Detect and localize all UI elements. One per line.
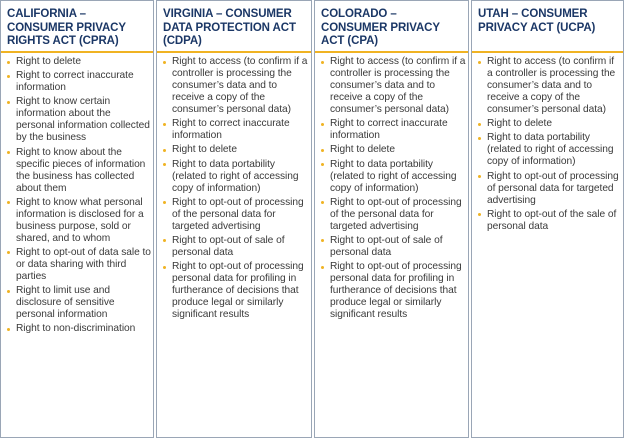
rights-list	[161, 56, 309, 321]
column-california	[0, 0, 154, 438]
list-item-text: Right to delete	[16, 56, 81, 67]
list-item-text: Right to access (to confirm if a controller is processing the consumer’s data and to receive a copy of the consumer’s personal data)	[487, 56, 616, 115]
rights-list	[5, 56, 151, 335]
list-item	[476, 56, 621, 116]
list-item	[161, 197, 309, 233]
list-item-text: Right to access (to confirm if a controller is processing the consumer’s data and to receive a copy of the consumer’s personal data)	[330, 56, 466, 115]
list-item	[319, 56, 466, 116]
bullet-icon	[321, 201, 324, 204]
list-item-text: Right to opt-out of processing of personal data for targeted advertising	[487, 170, 619, 206]
list-item	[5, 285, 151, 321]
list-item-text: Right to delete	[487, 118, 552, 130]
column-utah	[471, 0, 624, 438]
list-item-text: Right to opt-out of processing of the personal data for targeted advertising	[330, 196, 462, 232]
list-item-text: Right to opt-out of processing personal data for profiling in furtherance of decisions that produce legal or similarly significant results	[330, 261, 462, 321]
list-item	[319, 159, 466, 195]
bullet-icon	[478, 61, 481, 64]
bullet-icon	[321, 239, 324, 242]
bullet-icon	[478, 137, 481, 140]
list-item-text: Right to opt-out of sale of personal data	[172, 234, 285, 258]
list-item-text: Right to correct inaccurate information	[172, 118, 290, 142]
list-item-text: Right to opt-out of data sale to or data sharing with third parties	[16, 246, 151, 282]
list-item	[319, 235, 466, 259]
list-item-text: Right to non-discrimination	[16, 323, 136, 335]
column-header	[157, 1, 311, 53]
bullet-icon	[7, 201, 10, 204]
column-header	[315, 1, 468, 53]
column-title: VIRGINIA – CONSUMER DATA PROTECTION ACT (CDPA)	[163, 8, 296, 47]
bullet-icon	[163, 149, 166, 152]
column-title: COLORADO – CONSUMER PRIVACY ACT (CPA)	[321, 8, 440, 47]
column-body	[472, 53, 623, 233]
list-item	[161, 56, 309, 116]
bullet-icon	[7, 101, 10, 104]
column-body	[1, 53, 153, 335]
list-item	[319, 197, 466, 233]
list-item	[476, 209, 621, 233]
list-item-text: Right to know about the specific pieces of information the business has collected about them	[16, 146, 146, 194]
list-item-text: Right to access (to confirm if a controller is processing the consumer’s data and to receive a copy of the consumer’s personal data)	[172, 56, 308, 115]
column-header	[472, 1, 623, 53]
list-item-text: Right to data portability (related to right of accessing copy of information)	[172, 158, 299, 194]
list-item-text: Right to delete	[330, 144, 395, 156]
list-item-text: Right to opt-out of processing of the personal data for targeted advertising	[172, 196, 304, 232]
bullet-icon	[321, 266, 324, 269]
column-title: UTAH – CONSUMER PRIVACY ACT (UCPA)	[478, 8, 596, 34]
list-item-text: Right to data portability (related to right of accessing copy of information)	[487, 132, 614, 168]
list-item	[161, 159, 309, 195]
bullet-icon	[321, 149, 324, 152]
list-item-text: Right to correct inaccurate information	[330, 118, 448, 142]
bullet-icon	[163, 123, 166, 126]
bullet-icon	[163, 201, 166, 204]
bullet-icon	[478, 213, 481, 216]
list-item	[5, 197, 151, 245]
bullet-icon	[478, 175, 481, 178]
bullet-icon	[7, 75, 10, 78]
list-item-text: Right to limit use and disclosure of sensitive personal information	[16, 285, 115, 321]
list-item	[5, 70, 151, 94]
column-virginia	[156, 0, 312, 438]
list-item	[161, 144, 309, 156]
list-item	[161, 118, 309, 142]
list-item-text: Right to correct inaccurate information	[16, 70, 134, 94]
list-item	[5, 247, 151, 283]
list-item	[476, 132, 621, 168]
list-item	[5, 96, 151, 144]
bullet-icon	[478, 123, 481, 126]
bullet-icon	[7, 151, 10, 154]
column-body	[157, 53, 311, 321]
list-item-text: Right to opt-out of processing personal data for profiling in furtherance of decisions that produce legal or similarly significant results	[172, 261, 304, 321]
list-item	[161, 261, 309, 321]
bullet-icon	[321, 61, 324, 64]
column-header	[1, 1, 153, 53]
bullet-icon	[321, 163, 324, 166]
column-colorado	[314, 0, 469, 438]
list-item	[161, 235, 309, 259]
column-title: CALIFORNIA – CONSUMER PRIVACY RIGHTS ACT (CPRA)	[7, 8, 126, 47]
bullet-icon	[163, 239, 166, 242]
list-item-text: Right to opt-out of the sale of personal data	[487, 208, 617, 232]
bullet-icon	[163, 163, 166, 166]
bullet-icon	[7, 61, 10, 64]
list-item	[476, 171, 621, 207]
list-item-text: Right to know what personal information is disclosed for a business purpose, sold or shared, and to whom	[16, 196, 144, 244]
rights-list	[476, 56, 621, 233]
list-item-text: Right to delete	[172, 144, 237, 156]
list-item	[319, 261, 466, 321]
list-item-text: Right to opt-out of sale of personal data	[330, 234, 443, 258]
bullet-icon	[163, 266, 166, 269]
list-item	[5, 56, 151, 68]
list-item	[5, 147, 151, 195]
list-item	[319, 118, 466, 142]
bullet-icon	[7, 251, 10, 254]
list-item-text: Right to know certain information about the personal information collected by the business	[16, 96, 150, 144]
bullet-icon	[163, 61, 166, 64]
bullet-icon	[321, 123, 324, 126]
bullet-icon	[7, 328, 10, 331]
rights-list	[319, 56, 466, 321]
list-item-text: Right to data portability (related to right of accessing copy of information)	[330, 158, 457, 194]
list-item	[319, 144, 466, 156]
bullet-icon	[7, 290, 10, 293]
column-body	[315, 53, 468, 321]
list-item	[476, 118, 621, 130]
list-item	[5, 323, 151, 335]
